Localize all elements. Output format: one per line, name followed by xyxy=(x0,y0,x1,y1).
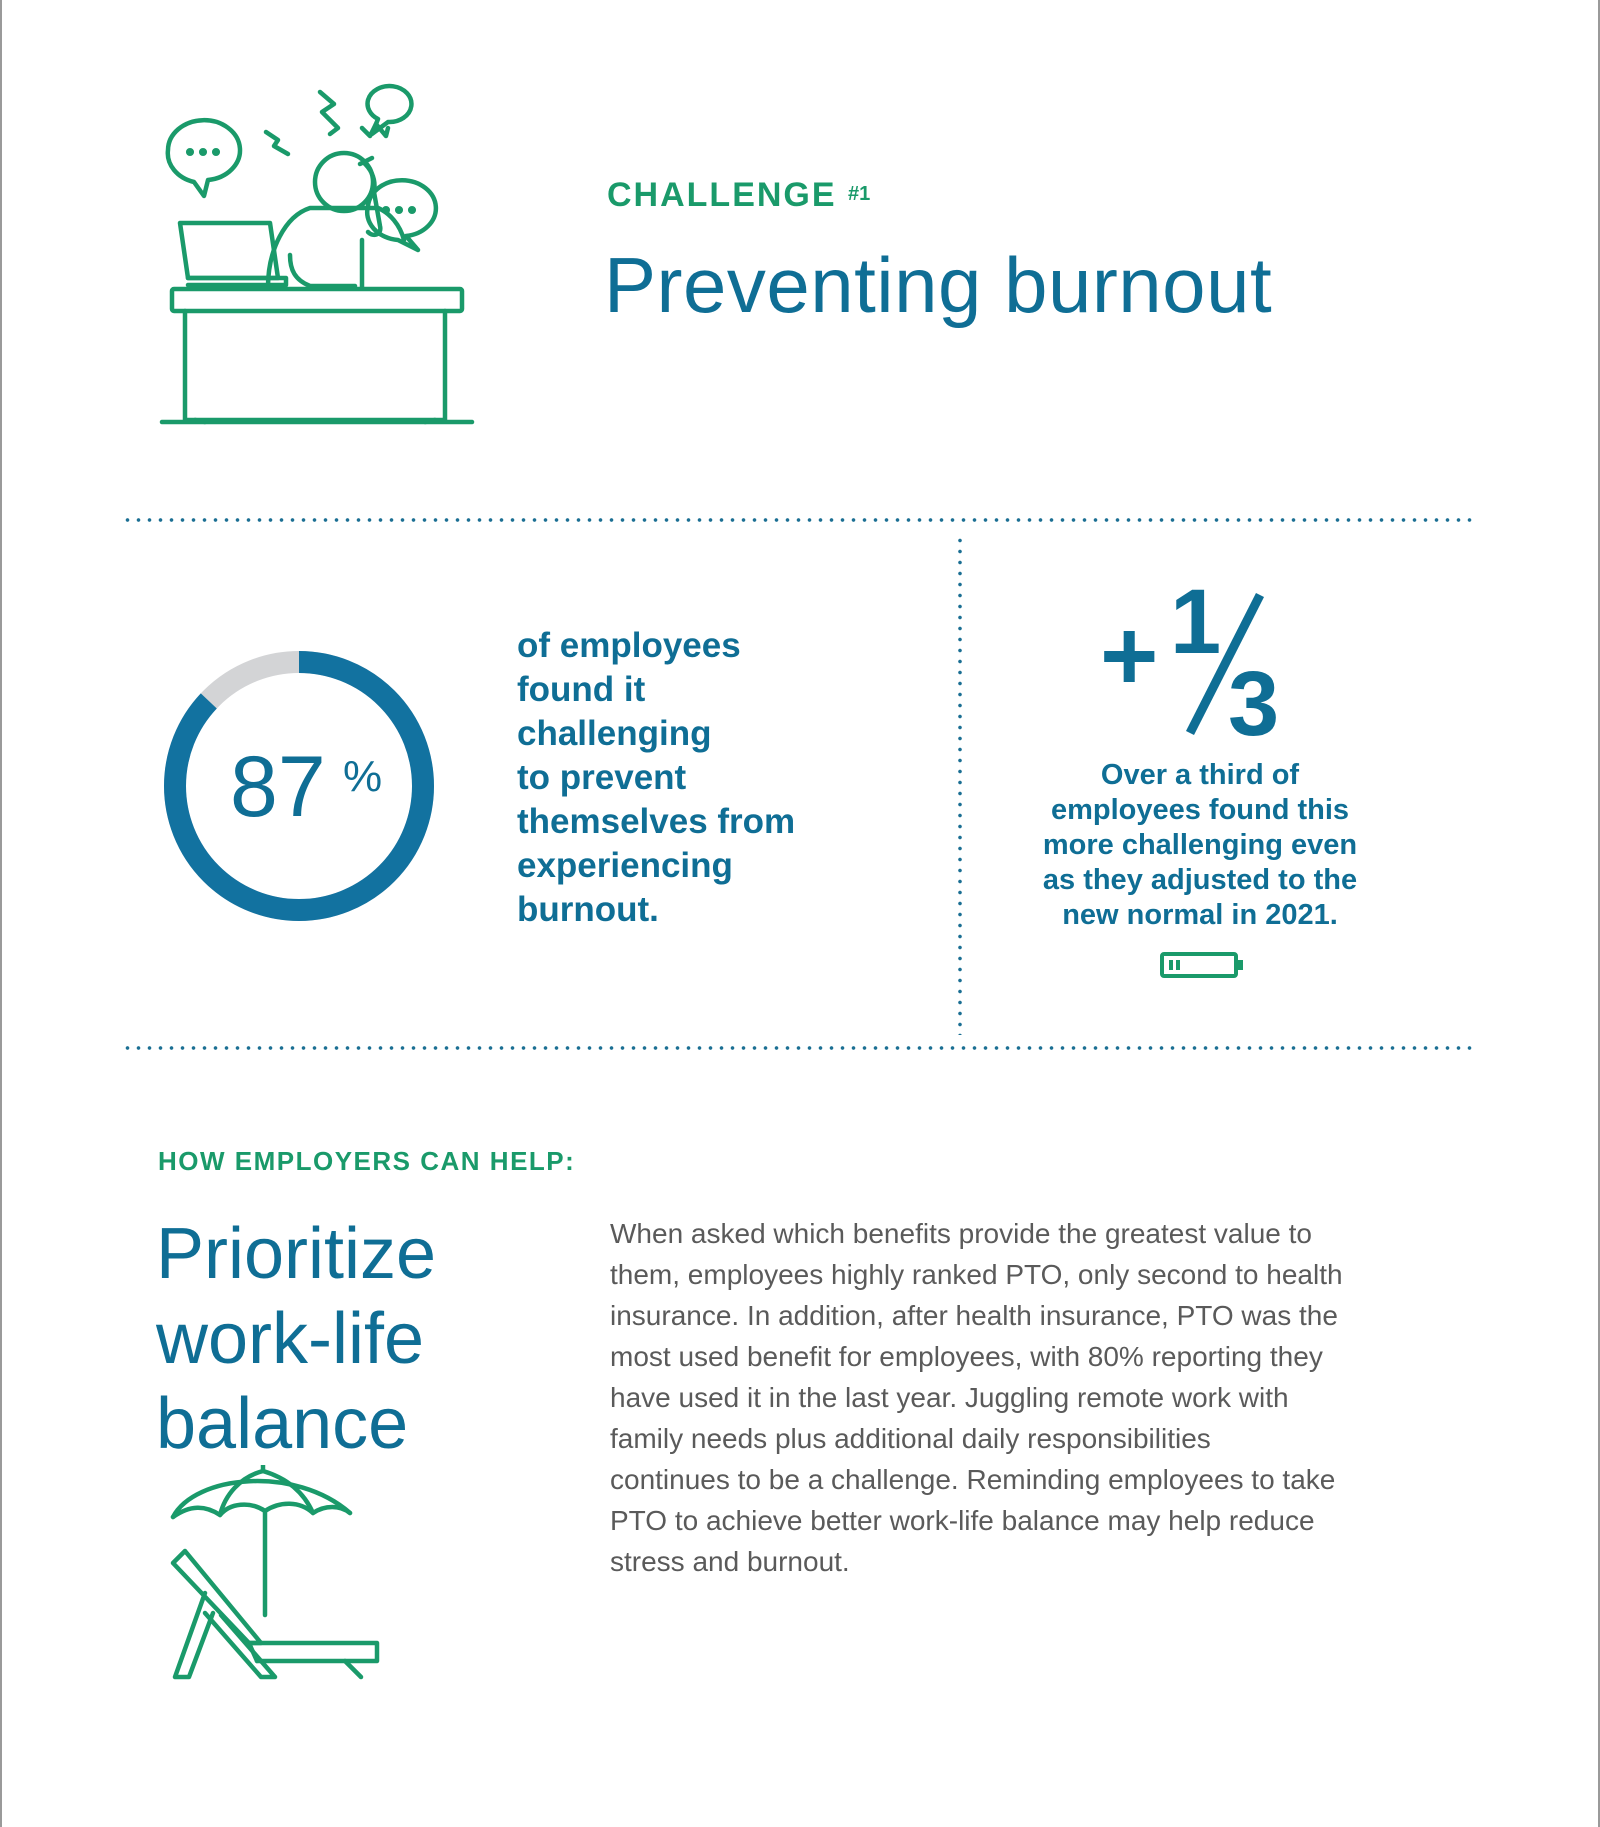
donut-description-line: of employees xyxy=(517,626,741,665)
fraction-description-line: Over a third of xyxy=(1100,759,1300,791)
page-border-left xyxy=(0,0,2,1827)
section-title-line: work-life xyxy=(156,1299,425,1379)
donut-description-line: to prevent xyxy=(517,758,687,797)
donut-unit: % xyxy=(343,752,383,801)
body-line: stress and burnout. xyxy=(610,1546,850,1577)
challenge-number: #1 xyxy=(848,183,871,205)
body-line: When asked which benefits provide the greatest value to xyxy=(610,1218,1312,1249)
donut-value: 87 xyxy=(230,739,326,835)
body-line: family needs plus additional daily responsibilities xyxy=(610,1423,1211,1454)
donut-description-line: experiencing xyxy=(517,846,733,885)
donut-description-line: challenging xyxy=(517,714,712,753)
fraction-description-line: as they adjusted to the xyxy=(1042,864,1358,896)
page-title: Preventing burnout xyxy=(604,241,1273,329)
body-line: most used benefit for employees, with 80% reporting they xyxy=(610,1341,1323,1372)
donut-description-line: found it xyxy=(517,670,646,709)
stressed-worker-desk-icon xyxy=(150,80,490,430)
donut-description xyxy=(517,624,847,932)
donut-description-line: burnout. xyxy=(517,890,659,929)
section-title xyxy=(156,1212,496,1467)
fraction-description xyxy=(1020,758,1380,933)
donut-description-line: themselves from xyxy=(517,802,796,841)
section-title-line: Prioritize xyxy=(156,1214,437,1294)
challenge-label xyxy=(607,176,870,215)
body-line: PTO to achieve better work-life balance may help reduce xyxy=(610,1505,1315,1536)
one-third-fraction xyxy=(1100,575,1310,745)
beach-chair-umbrella-icon xyxy=(165,1465,385,1685)
fraction-denominator: 3 xyxy=(1228,653,1280,745)
divider-top xyxy=(122,518,1474,522)
fraction-description-line: employees found this xyxy=(1050,794,1350,826)
fraction-numerator: 1 xyxy=(1170,575,1222,673)
body-line: have used it in the last year. Juggling remote work with xyxy=(610,1382,1289,1413)
body-line: insurance. In addition, after health insurance, PTO was the xyxy=(610,1300,1338,1331)
section-label: HOW EMPLOYERS CAN HELP: xyxy=(158,1146,576,1176)
fraction-description-line: more challenging even xyxy=(1042,829,1358,861)
fraction-plus: + xyxy=(1100,600,1159,712)
body-line: them, employees highly ranked PTO, only second to health xyxy=(610,1259,1343,1290)
challenge-label-text: CHALLENGE xyxy=(607,176,837,214)
divider-bottom xyxy=(122,1046,1474,1050)
section-body xyxy=(610,1213,1480,1582)
divider-vertical xyxy=(958,535,962,1035)
body-line: continues to be a challenge. Reminding employees to take xyxy=(610,1464,1336,1495)
fraction-description-line: new normal in 2021. xyxy=(1062,899,1338,931)
low-battery-icon xyxy=(1160,952,1246,978)
section-title-line: balance xyxy=(156,1384,409,1464)
